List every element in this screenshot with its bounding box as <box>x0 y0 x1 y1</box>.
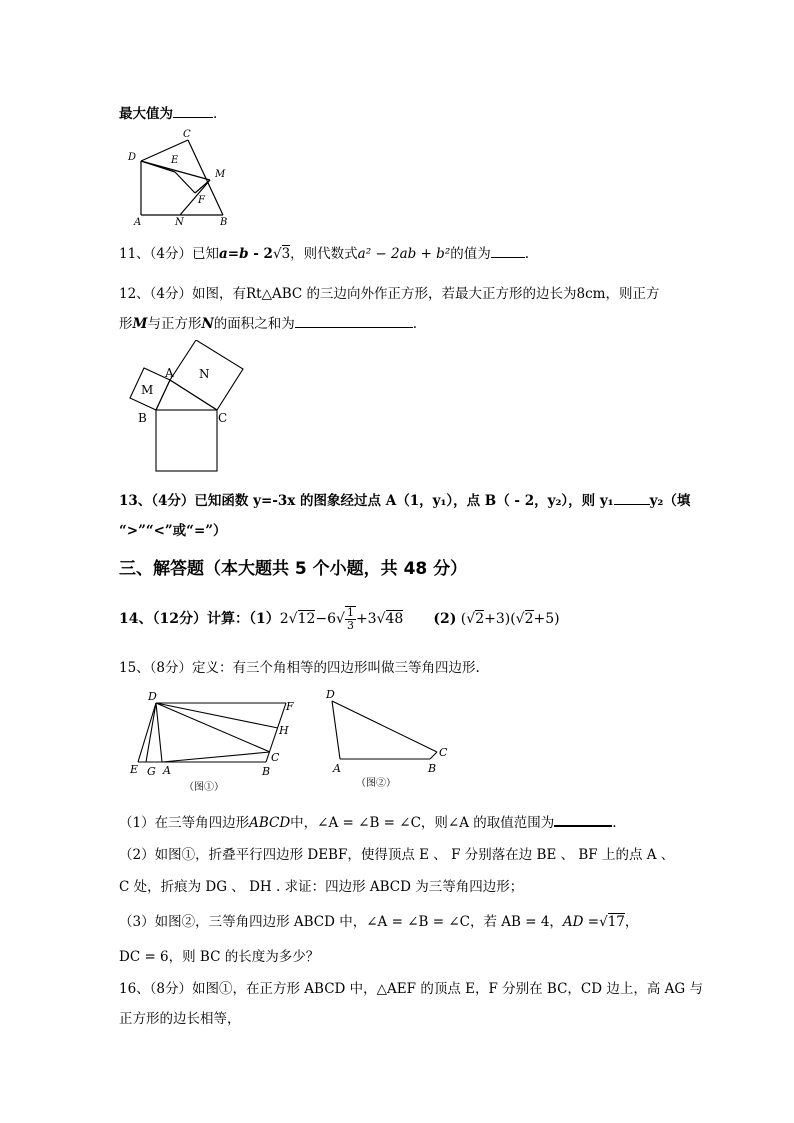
q14-p2-rad2: 2 <box>524 611 534 627</box>
q15-p1-a: （1）在三等角四边形 <box>119 815 250 831</box>
q15-f2-caption: （图②） <box>356 778 396 789</box>
q10-tail-end: . <box>213 106 218 122</box>
q15-p3-comma: ， <box>624 914 639 930</box>
q15-p1 <box>119 811 617 831</box>
q15-p3-rad: 17 <box>607 914 625 930</box>
q13-line1 <box>119 489 690 509</box>
q11-cond-minus: - 2 <box>248 246 273 262</box>
q15-p1-b: 中，∠A = ∠B = ∠C，则∠A 的取值范围为 <box>290 815 555 831</box>
q14-t2-frac <box>345 606 356 632</box>
q15-figure-2 <box>318 686 458 796</box>
q12-label-m: M <box>141 383 154 397</box>
q10-figure <box>120 125 240 230</box>
q15-f2-label-c: C <box>439 746 448 759</box>
q15-f2-label-b: B <box>428 762 437 775</box>
q12-label-c: C <box>218 411 228 425</box>
q11-num: 11、（4分）已知 <box>119 246 220 262</box>
q15-f2-label-a: A <box>333 762 341 775</box>
q10-label-n: N <box>175 217 184 228</box>
q13-line2: “>”“<”或“=”） <box>119 523 227 539</box>
q11-cond-b: b <box>239 246 249 262</box>
q12-line2-c: 的面积之和为 <box>213 316 295 332</box>
q11-sqrt-radicand: 3 <box>281 246 291 262</box>
q11-sqrt: √3 <box>272 246 291 262</box>
q15-p3-ad: AD = <box>562 914 600 930</box>
q14-p2: (2) <box>433 611 457 627</box>
q15-p3-line2: DC = 6，则 BC 的长度为多少？ <box>119 949 320 965</box>
q12-figure <box>125 340 255 475</box>
q15-f2-label-d: D <box>326 688 335 701</box>
q15-p2-line1: （2）如图①，折叠平行四边形 DEBF，使得顶点 E 、 F 分别落在边 BE 、 BF 上的点 A 、 <box>119 847 675 863</box>
q14-t2-num: 1 <box>346 606 354 619</box>
q11-end: 的值为 <box>450 246 491 262</box>
q10-tail-text: 最大值为 <box>119 106 173 122</box>
q14-t2-den: 3 <box>346 619 354 632</box>
q14-t3-rad: 48 <box>385 611 404 627</box>
q14-p2-mid: +3)( <box>484 611 516 627</box>
q11-mid: ，则代数式 <box>290 246 358 262</box>
q10-label-e: E <box>171 155 179 166</box>
q14-p2-end: +5) <box>533 611 560 627</box>
q15-f1-label-c: C <box>271 751 280 764</box>
q15-p3-sqrt: √17 <box>599 914 625 930</box>
q11-cond-a: a <box>219 246 228 262</box>
q10-answer-blank <box>173 117 213 118</box>
q14-t2-sqrt: √ <box>336 611 345 627</box>
q11-line <box>119 242 529 262</box>
q13-answer-blank <box>614 504 650 505</box>
q10-label-b: B <box>220 217 228 228</box>
q14-p2-sqrt1: √2 <box>466 611 485 627</box>
q10-label-d: D <box>128 152 137 163</box>
q14-t1-coef: 2 <box>279 611 289 627</box>
q12-line2-m: M <box>132 316 148 332</box>
q12-label-b: B <box>138 411 147 425</box>
q15-f1-label-f: F <box>286 700 294 713</box>
q16-line2: 正方形的边长相等， <box>119 1011 241 1027</box>
q14-t1-rad: 12 <box>297 611 316 627</box>
q15-p3-line1 <box>119 910 638 930</box>
q14-t1-sqrt: √12 <box>288 611 316 627</box>
q12-answer-blank <box>295 327 413 328</box>
q14-p2-sqrt2: √2 <box>515 611 534 627</box>
q11-cond-eq: = <box>227 246 240 262</box>
q14-t3-sqrt: √48 <box>376 611 404 627</box>
q12-line2-n: N <box>201 316 214 332</box>
q15-f1-caption: （图①） <box>184 782 224 793</box>
q10-label-c: C <box>183 129 191 140</box>
q11-answer-blank <box>491 257 525 258</box>
q12-line2-b: 与正方形 <box>147 316 202 332</box>
q15-f1-label-g: G <box>147 765 156 778</box>
section3-title: 三、解答题（本大题共 5 个小题，共 48 分） <box>119 559 468 579</box>
q15-f1-label-b: B <box>262 765 271 778</box>
q15-p2-line2: C 处，折痕为 DG 、 DH . 求证：四边形 ABCD 为三等角四边形； <box>119 879 524 895</box>
q15-f1-label-e: E <box>130 763 139 776</box>
q14-line <box>119 606 560 632</box>
q12-label-a: A <box>165 366 174 380</box>
q13-line1-text: 13、（4分）已知函数 y=-3x 的图象经过点 A（1，y₁），点 B（ - 2，y₂），则 y₁ <box>119 493 614 509</box>
q10-label-f: F <box>198 195 205 206</box>
q10-tail <box>119 102 217 122</box>
q12-label-n: N <box>199 367 210 381</box>
q14-t3: +3 <box>355 611 377 627</box>
q16-line1: 16、（8分）如图①，在正方形 ABCD 中，△AEF 的顶点 E，F 分别在 BC，CD 边上，高 AG 与 <box>119 981 703 997</box>
q15-f1-label-d: D <box>148 690 157 703</box>
q14-p2-rad1: 2 <box>475 611 485 627</box>
q15-p1-dot: . <box>612 815 617 831</box>
q11-expr: a² − 2ab + b² <box>357 246 451 262</box>
q14-t2: −6 <box>315 611 337 627</box>
q14-num: 14、（12分）计算：（1） <box>119 611 280 627</box>
q13-line1-after: y₂（填 <box>649 493 691 509</box>
q15-f1-label-a: A <box>163 764 171 777</box>
q10-label-m: M <box>215 169 226 180</box>
q14-p2-open: ( <box>460 611 467 627</box>
q15-p3-a: （3）如图②，三等角四边形 ABCD 中，∠A = ∠B = ∠C，若 AB = 4， <box>119 914 563 930</box>
q15-figure-1 <box>128 688 298 798</box>
q12-dot: . <box>412 316 418 332</box>
q11-dot: . <box>524 246 530 262</box>
q15-f1-label-h: H <box>279 724 289 737</box>
q15-p1-answer-blank <box>554 825 612 827</box>
q15-p1-abcd: ABCD <box>249 815 291 831</box>
q15-intro: 15、（8分）定义：有三个角相等的四边形叫做三等角四边形. <box>119 660 480 676</box>
q12-line1: 12、（4分）如图，有Rt△ABC 的三边向外作正方形，若最大正方形的边长为8cm，则正方 <box>119 286 660 302</box>
q10-label-a: A <box>134 217 142 228</box>
q12-line2 <box>119 312 417 332</box>
q12-line2-a: 形 <box>119 316 133 332</box>
